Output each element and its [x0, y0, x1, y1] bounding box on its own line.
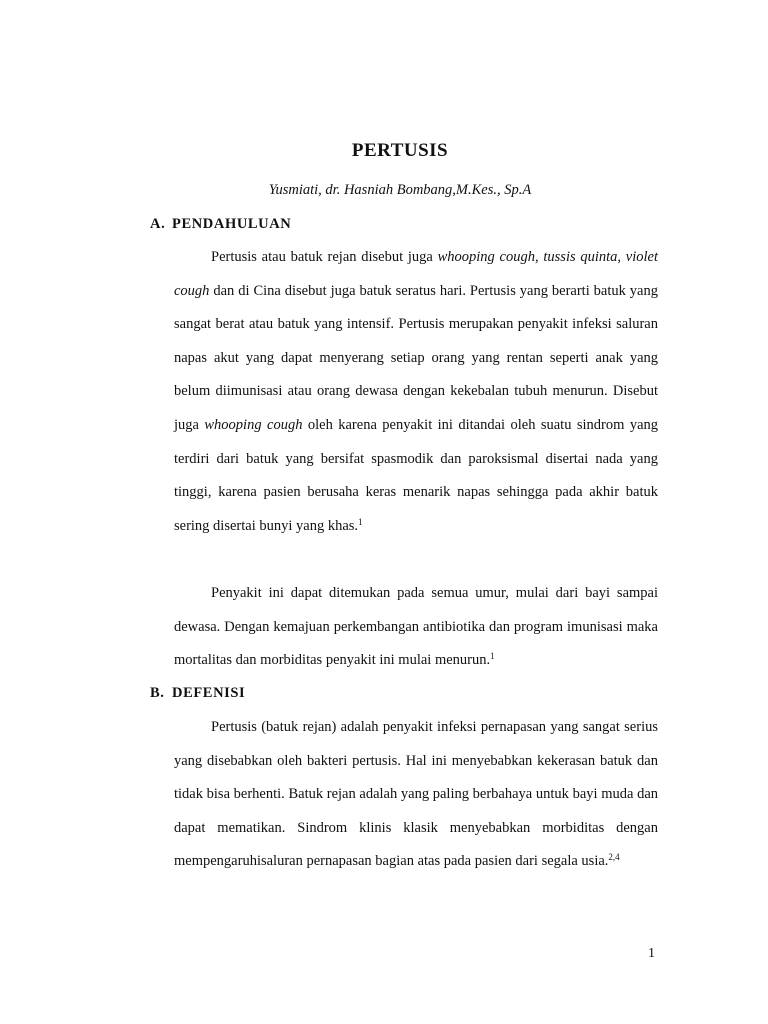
text-run: , — [535, 249, 544, 265]
text-run-italic: whooping cough — [437, 249, 535, 265]
text-run: oleh karena penyakit ini ditandai oleh suatu sindrom yang terdiri dari batuk yang bersifat spasmodik dan paroksismal disertai nada yang tinggi, karena pasien berusaha keras menarik napas sehingga pada akhir batuk sering disertai bunyi yang khas. — [174, 416, 659, 534]
text-run: Pertusis atau batuk rejan disebut juga — [211, 249, 438, 265]
paragraph-pendahuluan-2 — [174, 577, 658, 678]
section-number: B. — [150, 685, 165, 701]
author-line: Yusmiati, dr. Hasniah Bombang,M.Kes., Sp.A — [268, 182, 532, 198]
footnote-ref: 2,4 — [608, 852, 620, 863]
section-title: PENDAHULUAN — [172, 216, 292, 232]
text-run-italic: tussis quinta — [543, 249, 618, 265]
text-run: Pertusis (batuk rejan) adalah penyakit infeksi pernapasan yang sangat serius yang disebabkan oleh bakteri pertusis. Hal ini menyebabkan kekerasan batuk dan tidak bisa berhenti. Batuk rejan adalah yang paling berbahaya untuk bayi muda dan dapat mematikan. Sindrom klinis klasik menyebabkan morbiditas dengan mempengaruhisaluran pernapasan bagian atas pada pasien dari segala usia. — [174, 719, 658, 870]
footnote-ref: 1 — [358, 516, 363, 527]
page-number: 1 — [648, 946, 655, 961]
section-heading-defenisi — [150, 685, 245, 702]
text-run-italic: whooping cough — [204, 416, 303, 433]
text-run: , — [617, 249, 626, 265]
section-heading-pendahuluan — [150, 216, 291, 233]
text-run-italic: violet cough — [174, 249, 659, 299]
section-title: DEFENISI — [172, 685, 246, 701]
footnote-ref: 1 — [490, 651, 495, 662]
section-number: A. — [150, 216, 166, 232]
document-title: PERTUSIS — [351, 140, 449, 161]
text-run: Penyakit ini dapat ditemukan pada semua umur, mulai dari bayi sampai dewasa. Dengan kemajuan perkembangan antibiotika dan program imunisasi maka mortalitas dan morbiditas penyakit ini mulai menurun. — [174, 585, 658, 669]
paragraph-defenisi-1 — [174, 711, 658, 879]
paragraph-pendahuluan-1 — [174, 241, 658, 543]
text-run: dan di Cina disebut juga batuk seratus hari. Pertusis yang berarti batuk yang sangat berat atau batuk yang intensif. Pertusis merupakan penyakit infeksi saluran napas akut yang dapat menyerang setiap orang yang rentan seperti anak yang belum diimunisasi atau orang dewasa dengan kekebalan tubuh menurun. Disebut juga — [174, 282, 658, 433]
